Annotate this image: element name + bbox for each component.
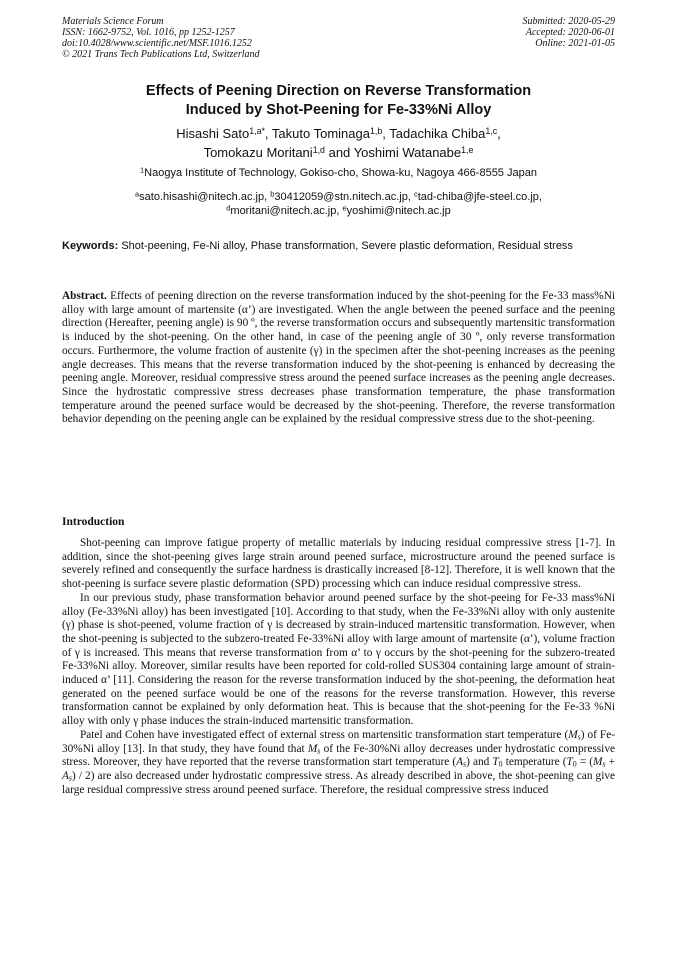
publication-dates [523, 16, 616, 49]
email-link[interactable]: sato.hisashi@nitech.ac.jp [139, 191, 265, 203]
keywords-label: Keywords: [62, 240, 119, 252]
author-list [62, 124, 615, 162]
email-mark: c [413, 189, 418, 199]
affiliation-text: Naogya Institute of Technology, Gokiso-cho, Showa-ku, Nagoya 466-8555 Japan [144, 167, 537, 179]
text-run: temperature ( [502, 756, 567, 769]
abstract-label: Abstract. [62, 290, 107, 302]
text-run: ) of Fe-30%Ni alloy [13]. In that study, they have found that [62, 728, 615, 755]
affiliation [62, 166, 615, 180]
paragraph [62, 729, 615, 798]
email-link[interactable]: moritani@nitech.ac.jp [230, 205, 337, 217]
journal-issn: ISSN: 1662-9752, Vol. 1016, pp 1252-1257 [62, 27, 235, 38]
paragraph: Shot-peening can improve fatigue property of metallic materials by inducing residual compressive stress [1-7]. In addition, since the shot-peening gives large strain around peened surface, microstructure around the peened surface is severely refined and consequently the surface hardness is drastically increased [8-12]. Therefore, it is well known that the shot-peening is surface severe plastic deformation (SPD) processing which can induce residual compressive stress. [62, 537, 615, 591]
email-mark: a [135, 189, 140, 199]
email-link[interactable]: 30412059@stn.nitech.ac.jp [274, 191, 408, 203]
author-emails [62, 190, 615, 218]
symbol: A [62, 769, 69, 782]
section-heading-introduction: Introduction [62, 516, 125, 528]
email-mark: e [342, 203, 347, 213]
email-link[interactable]: tad-chiba@jfe-steel.co.jp [417, 191, 539, 203]
text-run: ) and [466, 756, 493, 769]
symbol: M [593, 756, 603, 769]
author-affil-mark: 1,e [461, 145, 474, 156]
author-line-1: Hisashi Sato$^{1,a*}$, Takuto Tominaga$^{1,b}$, Tadachika Chiba$^{1,c}$, [176, 126, 501, 141]
keywords [62, 240, 615, 253]
subscript: s [68, 773, 72, 783]
accepted-date: Accepted: 2020-06-01 [525, 27, 615, 38]
author-name: Tomokazu Moritani [203, 145, 313, 160]
text-run: ) / 2) are also decreased under hydrostatic compressive stress. As already described in above, the shot-peening can give large residual compressive stress around peened surface. Therefore, the residual compressive stress induced [62, 769, 615, 796]
symbol: A [456, 756, 464, 769]
symbol: T [566, 756, 573, 769]
author-name: Yoshimi Watanabe [353, 145, 462, 160]
title-line-2: Induced by Shot-Peening for Fe-33%Ni Alloy [185, 102, 492, 118]
author-name: Hisashi Sato [176, 126, 250, 141]
author-name: Tadachika Chiba [389, 126, 486, 141]
symbol: M [307, 742, 318, 755]
text-run: of the Fe-30%Ni alloy decreases under hydrostatic compressive stress. Moreover, they have reported that the reverse transformation start temperature ( [62, 742, 615, 769]
journal-doi[interactable]: doi:10.4028/www.scientific.net/MSF.1016.1252 [62, 38, 252, 49]
journal-name: Materials Science Forum [62, 16, 164, 27]
journal-info [62, 16, 260, 60]
online-date: Online: 2021-01-05 [535, 38, 615, 49]
symbol: M [568, 728, 578, 741]
paragraph: In our previous study, phase transformation behavior around peened surface by the shot-peeing for Fe-33 mass%Ni alloy (Fe-33%Ni alloy) has been investigated [10]. According to that study, when the Fe-33%Ni alloy with only austenite (γ) phase is shot-peened, volume fraction of γ is decreased by strain-induced martensitic transformation. However, when the shot-peening is subjected to the subzero-treated Fe-33%Ni alloy with large amount of martensite (α’), volume fraction of γ is increased. This means that reverse transformation from α’ to γ occurs by the shot-peening for the subzero-treated Fe-33%Ni alloy. Moreover, similar results have been reported for cold-rolled SUS304 containing large amount of strain-induced α’ [11]. Considering the reason for the reverse transformation induced by the shot-peening, the deformation heat generated on the peened surface would be one of the reasons for the reverse transformation. However, this reverse transformation cannot be explained by only deformation heat. This is because that the shot-peening for the Fe-33 %Ni alloy with only γ phase induces the strain-induced martensitic transformation. [62, 591, 615, 728]
subscript: s [317, 746, 321, 756]
author-affil-mark: 1,a* [249, 126, 265, 137]
submitted-date: Submitted: 2020-05-29 [522, 16, 615, 27]
title-line-1: Effects of Peening Direction on Reverse Transformation [145, 83, 532, 99]
affiliation-mark: 1 [140, 165, 145, 175]
subscript: 0 [498, 759, 503, 769]
journal-copyright: © 2021 Trans Tech Publications Ltd, Switzerland [62, 49, 260, 60]
author-joiner: and [328, 145, 351, 160]
subscript: s [463, 759, 467, 769]
author-affil-mark: 1,c [485, 126, 498, 137]
subscript: 0 [572, 759, 577, 769]
subscript: s [602, 759, 606, 769]
abstract-text: Effects of peening direction on the reverse transformation induced by the shot-peening for the Fe-33 mass%Ni alloy with large amount of martensite (α’) are investigated. When the angle between the peened surface and the peening direction (Hereafter, peening angle) is 90 º, the reverse transformation occurs and subsequently martensitic transformation is induced by the shot-peening. On the other hand, in case of the peening angle of 30 º, only reverse transformation occurs. Furthermore, the volume fraction of austenite (γ) in the specimen after the shot-peening increases as the peening angle decreases. This means that the reverse transformation induced by the shot-peening is enhanced by decreasing the peening angle. Moreover, residual compressive stress around the peened surface increases as the peening angle decreases. Since the hydrostatic compressive stress decreases phase transformation temperature, the phase transformation temperature around the peened surface would be decreased by the shot-peening. Therefore, the reverse transformation behavior depending on the peening angle can be explained by the residual compressive stress due to the shot-peening. [62, 290, 615, 426]
email-mark: d [226, 203, 231, 213]
text-run: Patel and Cohen have investigated effect of external stress on martensitic transformation start temperature ( [80, 728, 569, 741]
author-name: Takuto Tominaga [271, 126, 370, 141]
subscript: s [577, 732, 581, 742]
author-affil-mark: 1,b [369, 126, 383, 137]
introduction-body [62, 537, 615, 797]
text-run: = ( [576, 756, 594, 769]
email-line-1: $^a$sato.hisashi@nitech.ac.jp, $^b$30412059@stn.nitech.ac.jp, $^c$tad-chiba@jfe-steel.co.jp, [135, 189, 542, 203]
email-mark: b [270, 189, 275, 199]
email-line-2: $^d$moritani@nitech.ac.jp, $^e$yoshimi@nitech.ac.jp [226, 203, 451, 217]
author-affil-mark: 1,d [312, 145, 325, 156]
keywords-text: Shot-peening, Fe-Ni alloy, Phase transformation, Severe plastic deformation, Residual stress [121, 240, 573, 252]
paper-title [62, 82, 615, 120]
email-link[interactable]: yoshimi@nitech.ac.jp [346, 205, 451, 217]
symbol: T [492, 756, 499, 769]
abstract [62, 290, 615, 427]
text-run: + [605, 756, 615, 769]
author-line-2 [62, 143, 615, 162]
